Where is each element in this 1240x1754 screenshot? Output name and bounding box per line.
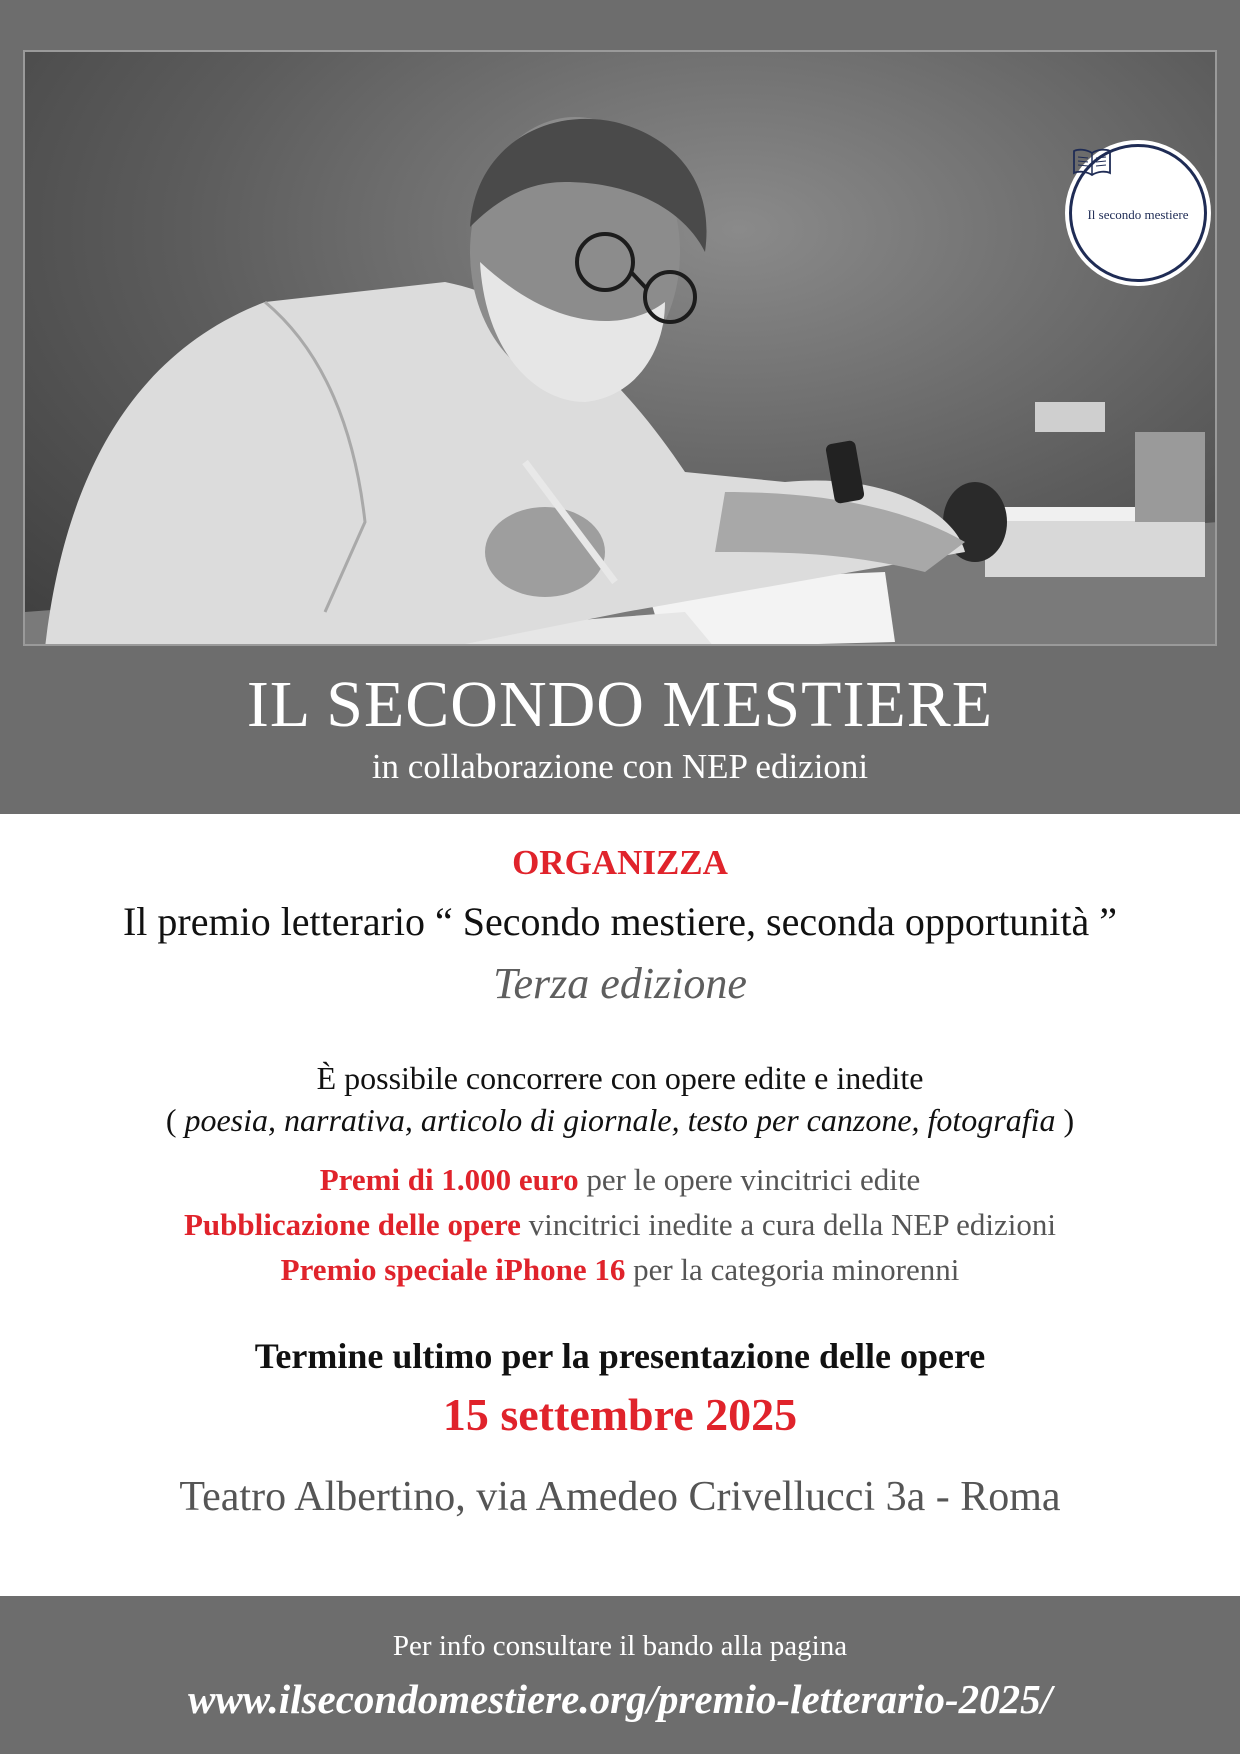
page-subtitle: in collaborazione con NEP edizioni — [371, 747, 869, 786]
categories-close: ) — [1055, 1102, 1075, 1138]
award-highlight: Pubblicazione delle opere — [183, 1207, 521, 1242]
award-text: per le opere vincitrici edite — [578, 1162, 921, 1197]
award-line — [0, 1205, 1240, 1245]
eligibility-text: È possibile concorrere con opere edite e inedite — [316, 1060, 924, 1096]
award-text: vincitrici inedite a cura della NEP edizioni — [520, 1207, 1057, 1242]
award-text: per la categoria minorenni — [625, 1252, 960, 1287]
award-line — [0, 1160, 1240, 1200]
page-title: IL SECONDO MESTIERE — [246, 668, 994, 741]
writer-photo-illustration — [25, 52, 1217, 646]
logo-text: Il secondo mestiere — [1087, 207, 1189, 222]
header-band — [0, 0, 1240, 814]
categories-open: ( — [165, 1102, 185, 1138]
award-highlight: Premio speciale iPhone 16 — [280, 1252, 626, 1287]
organizza-label: ORGANIZZA — [512, 843, 728, 882]
venue-address: Teatro Albertino, via Amedeo Crivellucci 3a - Roma — [179, 1474, 1061, 1520]
award-line — [0, 1250, 1240, 1290]
open-book-icon — [1072, 147, 1112, 177]
award-highlight: Premi di 1.000 euro — [319, 1162, 579, 1197]
writer-photo — [23, 50, 1217, 646]
categories-line — [0, 1100, 1240, 1140]
categories-list: poesia, narrativa, articolo di giornale, testo per canzone, fotografia — [184, 1102, 1056, 1138]
info-url-link[interactable]: www.ilsecondomestiere.org/premio-letterario-2025/ — [188, 1676, 1052, 1722]
edition-label: Terza edizione — [493, 959, 747, 1008]
prize-name: Il premio letterario “ Secondo mestiere, seconda opportunità ” — [122, 899, 1118, 944]
info-label: Per info consultare il bando alla pagina — [392, 1630, 848, 1662]
footer-band — [0, 1596, 1240, 1754]
deadline-date: 15 settembre 2025 — [442, 1389, 798, 1440]
deadline-label: Termine ultimo per la presentazione delle opere — [254, 1336, 986, 1376]
logo-badge — [1069, 144, 1207, 282]
